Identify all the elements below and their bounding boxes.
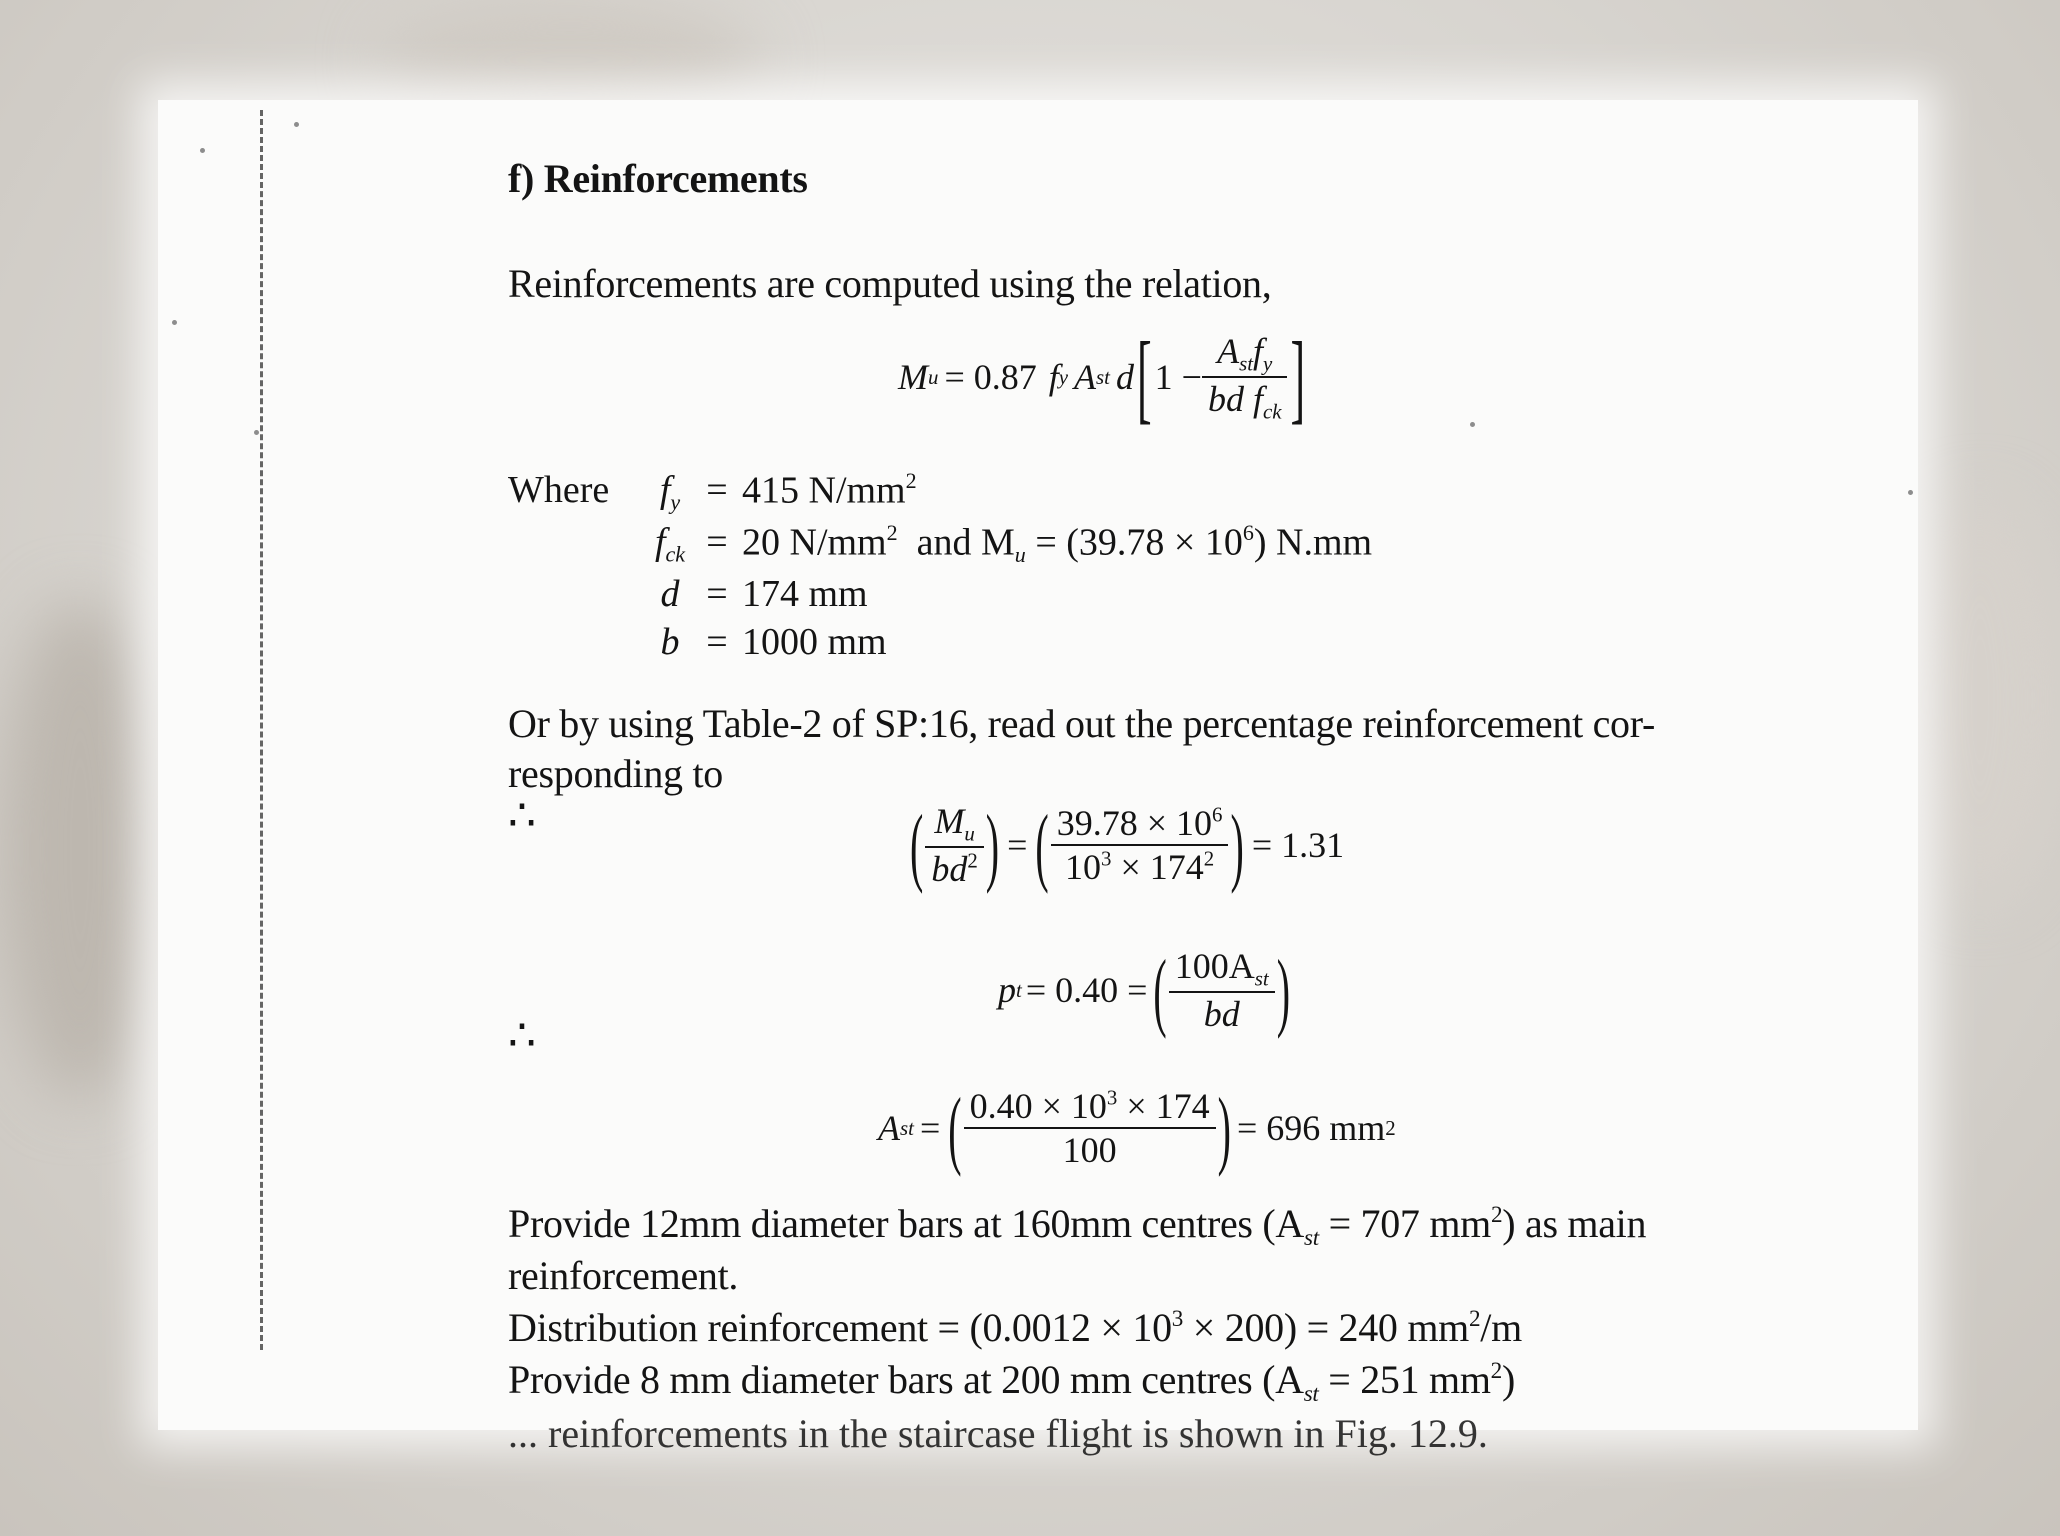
fraction-den-sub: ck: [1262, 399, 1282, 424]
where-definitions: [508, 468, 1372, 664]
where-sym-fck-base: f: [654, 520, 666, 563]
pt-num-sub: st: [1254, 966, 1269, 991]
where-value-fy-text: 415 N/mm: [742, 469, 906, 512]
pt-lhs: p: [998, 970, 1016, 1011]
left-bracket: [: [1136, 320, 1152, 434]
conclusion-line4-sub: st: [1303, 1381, 1319, 1408]
where-eq-fy: =: [706, 469, 728, 511]
conclusion-line1-rest: = 707 mm: [1318, 1201, 1491, 1246]
ratio-den1-sup: 2: [967, 848, 978, 873]
therefore-symbol-1: ∴: [508, 791, 536, 840]
formula-one-minus: 1 −: [1154, 357, 1202, 398]
therefore-symbol-2: ∴: [508, 1011, 536, 1060]
formula-lhs: M: [898, 357, 928, 398]
where-sym-b: b: [660, 620, 680, 663]
where-sym-d: d: [660, 572, 680, 615]
where-label: Where: [508, 469, 610, 511]
conclusion-line1-sub: st: [1304, 1225, 1319, 1252]
formula-ast-sub: st: [1096, 364, 1110, 389]
conclusion-line3-sup2: 2: [1468, 1305, 1481, 1332]
ratio-num2: 39.78 × 10: [1056, 803, 1213, 844]
where-mu-sup: 6: [1242, 519, 1254, 545]
ast-equation: A st = ( $\frac{0.40 \times 10^3 \times 174}{100}$ ) = 696 mm 2: [878, 1078, 1396, 1178]
where-sym-fck-sub: ck: [665, 541, 686, 567]
where-value-fck-sup: 2: [886, 519, 898, 545]
ratio-num1-sub: u: [964, 821, 975, 846]
where-value-fy-sup: 2: [905, 468, 917, 493]
ratio-num1: M: [934, 801, 965, 841]
scan-speck: [1908, 490, 1913, 495]
ratio-den2: 10: [1065, 847, 1102, 888]
where-mu-unit: ) N.mm: [1253, 521, 1373, 564]
where-value-fy: [742, 468, 1372, 516]
formula-fraction: [1202, 330, 1288, 425]
ast-lhs: A: [878, 1108, 900, 1148]
ratio-den1: bd: [931, 849, 968, 890]
formula-d: d: [1115, 357, 1134, 398]
conclusion-line1: [508, 1200, 1646, 1252]
fraction-den: bd f: [1207, 379, 1263, 420]
conclusion-line4-rest: = 251 mm: [1318, 1357, 1491, 1402]
pt-num: 100A: [1174, 946, 1255, 986]
formula-fy: f: [1048, 357, 1059, 398]
ratio-den2-sup: 3: [1101, 846, 1112, 871]
where-sym-fy: [648, 468, 692, 516]
pt-den: bd: [1203, 994, 1240, 1035]
conclusion-line3-end: /m: [1480, 1305, 1522, 1350]
margin-dashed-line: [260, 110, 263, 1350]
fraction-num-a-sub: st: [1239, 351, 1254, 376]
background-blur-right: [1900, 500, 2060, 900]
where-eq-d: =: [706, 572, 728, 615]
main-formula: [898, 320, 1308, 434]
pt-equation: p t = 0.40 = ( $\frac{100A_{st}}{bd}$ ): [998, 940, 1291, 1040]
conclusion-line3-text: Distribution reinforcement = (0.0012 × 10: [508, 1305, 1172, 1350]
conclusion-line1-end: ) as main: [1502, 1201, 1647, 1246]
intro-text: Reinforcements are computed using the relation,: [508, 261, 1272, 306]
section-heading: f) Reinforcements: [508, 156, 808, 201]
conclusion-line4: [508, 1356, 1515, 1408]
conclusion-line4-end: ): [1501, 1357, 1515, 1402]
ast-num-rest: × 174: [1117, 1086, 1210, 1126]
ratio-den2-sup2: 2: [1203, 846, 1215, 871]
ast-lhs-sub: st: [900, 1115, 914, 1140]
ratio-num2-sup: 6: [1212, 802, 1223, 827]
table-reference-line2: responding to: [508, 751, 723, 796]
ratio-frac-right: [1051, 802, 1229, 888]
conclusion-line1-text: Provide 12mm diameter bars at 160mm centres (A: [508, 1201, 1304, 1246]
where-sym-fck: [648, 520, 692, 568]
formula-coefficient: = 0.87: [944, 357, 1037, 398]
ratio-result: = 1.31: [1251, 825, 1345, 866]
formula-ast: A: [1074, 357, 1097, 398]
ast-num-sup: 3: [1106, 1085, 1118, 1110]
fraction-num-f-sub: y: [1263, 351, 1273, 376]
conclusion-line3-rest: × 200) = 240 mm: [1183, 1305, 1469, 1350]
fraction-num-a: A: [1217, 331, 1240, 371]
pt-fraction: [1169, 945, 1275, 1035]
where-sym-fy-sub: y: [670, 489, 681, 515]
pt-lhs-sub: t: [1016, 977, 1022, 1002]
ratio-den2-rest: × 174: [1111, 847, 1204, 888]
ratio-equation: ( $\frac{M_u}{bd^2}$ ) = ( $\frac{39.78 \times 10^6}{10^3 \times 174^2}$ ) = 1.31: [910, 795, 1345, 895]
ratio-equals: =: [1007, 825, 1028, 866]
scan-speck: [254, 430, 259, 435]
where-mu-sub: u: [1014, 541, 1026, 567]
scan-speck: [1470, 422, 1475, 427]
pt-value: = 0.40 =: [1025, 970, 1148, 1011]
document-page: [158, 100, 1918, 1456]
where-mu-value: = (39.78 × 10: [1025, 521, 1243, 564]
ratio-frac-left: [925, 800, 983, 890]
scan-speck: [200, 148, 205, 153]
scan-speck: [294, 122, 299, 127]
table-reference-line1: Or by using Table-2 of SP:16, read out the percentage reinforcement cor-: [508, 701, 1655, 746]
conclusion-line4-sup: 2: [1490, 1357, 1502, 1384]
where-value-fck: [742, 520, 1372, 568]
ast-equals: =: [919, 1108, 941, 1148]
ast-den: 100: [1062, 1130, 1117, 1170]
conclusion-line1-sup: 2: [1490, 1201, 1503, 1228]
scan-speck: [172, 320, 177, 325]
right-bracket: ]: [1290, 320, 1306, 434]
ast-num: 0.40 × 10: [969, 1086, 1107, 1126]
conclusion-line3: [508, 1304, 1522, 1351]
ast-result: = 696 mm: [1236, 1108, 1386, 1148]
where-eq-fck: =: [706, 520, 728, 563]
conclusion-line4-text: Provide 8 mm diameter bars at 200 mm centres (A: [508, 1357, 1304, 1402]
where-eq-b: =: [706, 620, 728, 663]
fraction-num-f: f: [1253, 331, 1264, 371]
where-mu-label: and M: [916, 521, 1015, 564]
ast-fraction: [964, 1085, 1216, 1171]
conclusion-line2: reinforcement.: [508, 1253, 739, 1298]
conclusion-line3-sup: 3: [1171, 1305, 1184, 1332]
where-sym-fy-base: f: [659, 469, 671, 511]
where-value-fck-text: 20 N/mm: [742, 521, 887, 564]
formula-lhs-sub: u: [928, 364, 939, 389]
formula-fy-sub: y: [1058, 364, 1069, 389]
ast-result-sup: 2: [1385, 1115, 1396, 1140]
where-value-d: 174 mm: [742, 572, 868, 615]
where-value-b: 1000 mm: [742, 620, 887, 663]
background-blur-left: [0, 600, 160, 1100]
conclusion-line5-cut: ... reinforcements in the staircase flight is shown in Fig. 12.9.: [508, 1411, 1488, 1456]
